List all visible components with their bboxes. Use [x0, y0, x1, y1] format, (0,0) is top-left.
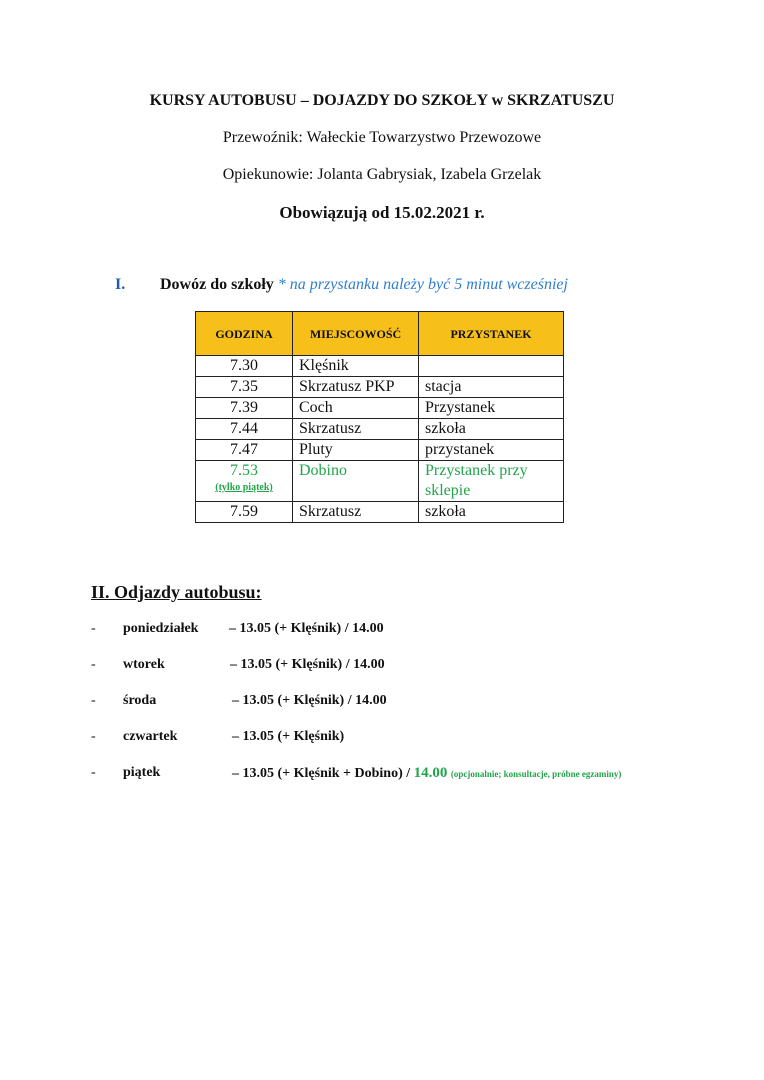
departure-times: – 13.05 (+ Klęśnik) / 14.00: [230, 657, 385, 672]
table-row: [196, 356, 564, 377]
table-row-friday: [196, 461, 564, 502]
row-time: 7.59: [196, 502, 293, 523]
header-place: MIEJSCOWOŚĆ: [293, 312, 419, 356]
bullet-dash: -: [91, 765, 96, 780]
row-time-cell: [196, 461, 293, 502]
row-stop: szkoła: [419, 419, 564, 440]
friday-only-note: (tylko piątek): [215, 482, 273, 493]
document-title: KURSY AUTOBUSU – DOJAZDY DO SZKOŁY w SKRZATUSZU: [149, 92, 615, 109]
row-place: Dobino: [293, 461, 419, 502]
row-stop: stacja: [419, 377, 564, 398]
header-time: GODZINA: [196, 312, 293, 356]
day-label: piątek: [123, 765, 161, 780]
table-header-row: [196, 312, 564, 356]
row-stop: Przystanek: [419, 398, 564, 419]
table-row: [196, 377, 564, 398]
table-row: [196, 502, 564, 523]
bullet-dash: -: [91, 693, 96, 708]
table-row: [196, 440, 564, 461]
day-label: czwartek: [123, 729, 178, 744]
valid-from: Obowiązują od 15.02.2021 r.: [279, 203, 485, 222]
departure-times-wrap: [232, 765, 621, 782]
row-time: 7.47: [196, 440, 293, 461]
departure-row-wednesday: [0, 693, 764, 713]
row-stop: przystanek: [419, 440, 564, 461]
guardians-line: Opiekunowie: Jolanta Gabrysiak, Izabela Grzelak: [222, 166, 542, 183]
carrier-line: Przewoźnik: Wałeckie Towarzystwo Przewozowe: [222, 129, 542, 146]
row-time: 7.53: [230, 462, 258, 479]
table-row: [196, 419, 564, 440]
day-label: wtorek: [123, 657, 165, 672]
section1-note: * na przystanku należy być 5 minut wcześniej: [277, 276, 568, 293]
row-place: Coch: [293, 398, 419, 419]
header-stop: PRZYSTANEK: [419, 312, 564, 356]
optional-note: (opcjonalnie; konsultacje, próbne egzaminy): [450, 769, 622, 779]
schedule-table: [195, 311, 564, 523]
row-place: Klęśnik: [293, 356, 419, 377]
departure-times: – 13.05 (+ Klęśnik): [232, 729, 345, 744]
row-time: 7.44: [196, 419, 293, 440]
bullet-dash: -: [91, 621, 96, 636]
departure-times: – 13.05 (+ Klęśnik) / 14.00: [232, 693, 387, 708]
day-label: poniedziałek: [123, 621, 199, 636]
departure-row-thursday: [0, 729, 764, 749]
row-place: Skrzatusz PKP: [293, 377, 419, 398]
row-time: 7.39: [196, 398, 293, 419]
section1-heading: [160, 276, 568, 294]
departure-row-monday: [0, 621, 764, 641]
row-place: Skrzatusz: [293, 419, 419, 440]
bullet-dash: -: [91, 729, 96, 744]
section1-number: I.: [115, 276, 126, 293]
day-label: środa: [123, 693, 157, 708]
bullet-dash: -: [91, 657, 96, 672]
row-stop: [419, 356, 564, 377]
departure-row-tuesday: [0, 657, 764, 677]
row-place: Pluty: [293, 440, 419, 461]
row-stop: szkoła: [419, 502, 564, 523]
optional-time: 14.00: [413, 765, 448, 781]
departure-row-friday: [0, 765, 764, 785]
row-time: 7.35: [196, 377, 293, 398]
section2-title: II. Odjazdy autobusu:: [91, 582, 262, 602]
departure-times: – 13.05 (+ Klęśnik) / 14.00: [229, 621, 384, 636]
table-row: [196, 398, 564, 419]
row-stop: Przystanek przy sklepie: [419, 461, 564, 502]
row-time: 7.30: [196, 356, 293, 377]
section1-title: Dowóz do szkoły: [160, 276, 274, 293]
row-place: Skrzatusz: [293, 502, 419, 523]
departure-times: – 13.05 (+ Klęśnik + Dobino) /: [232, 766, 414, 781]
